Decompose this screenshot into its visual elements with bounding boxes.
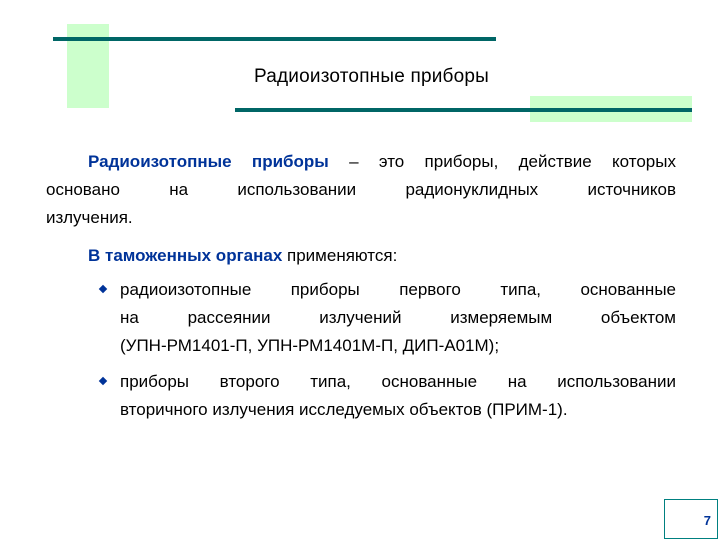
intro-line-3: излучения. [46, 208, 133, 227]
intro-line-2: основано на использовании радионуклидных источников [46, 180, 676, 199]
intro-term: Радиоизотопные приборы [88, 152, 329, 171]
customs-rest: применяются: [282, 246, 398, 265]
diamond-bullet-icon [99, 377, 107, 385]
decor-line-bottom [235, 108, 692, 112]
bullet-2-line-1: приборы второго типа, основанные на использовании [120, 372, 676, 391]
diamond-bullet-icon [99, 285, 107, 293]
intro-paragraph [46, 148, 676, 232]
page-number: 7 [703, 513, 711, 528]
customs-paragraph [88, 242, 678, 270]
bullet-1-line-2: на рассеянии излучений измеряемым объектом [120, 308, 676, 327]
decor-line-top [53, 37, 496, 41]
bullet-text-2 [120, 368, 676, 424]
intro-line-1-rest: – это приборы, действие которых [328, 152, 676, 171]
slide-title: Радиоизотопные приборы [254, 66, 490, 87]
bullet-1-line-1: радиоизотопные приборы первого типа, основанные [120, 280, 676, 299]
customs-label: В таможенных органах [88, 246, 283, 265]
bullet-text-1 [120, 276, 676, 360]
bullet-2-line-2: вторичного излучения исследуемых объектов (ПРИМ-1). [120, 400, 568, 419]
bullet-1-line-3: (УПН-РМ1401-П, УПН-РМ1401М-П, ДИП-А01М); [120, 336, 500, 355]
page-number-box [664, 499, 718, 539]
intro-line-1 [46, 148, 676, 176]
